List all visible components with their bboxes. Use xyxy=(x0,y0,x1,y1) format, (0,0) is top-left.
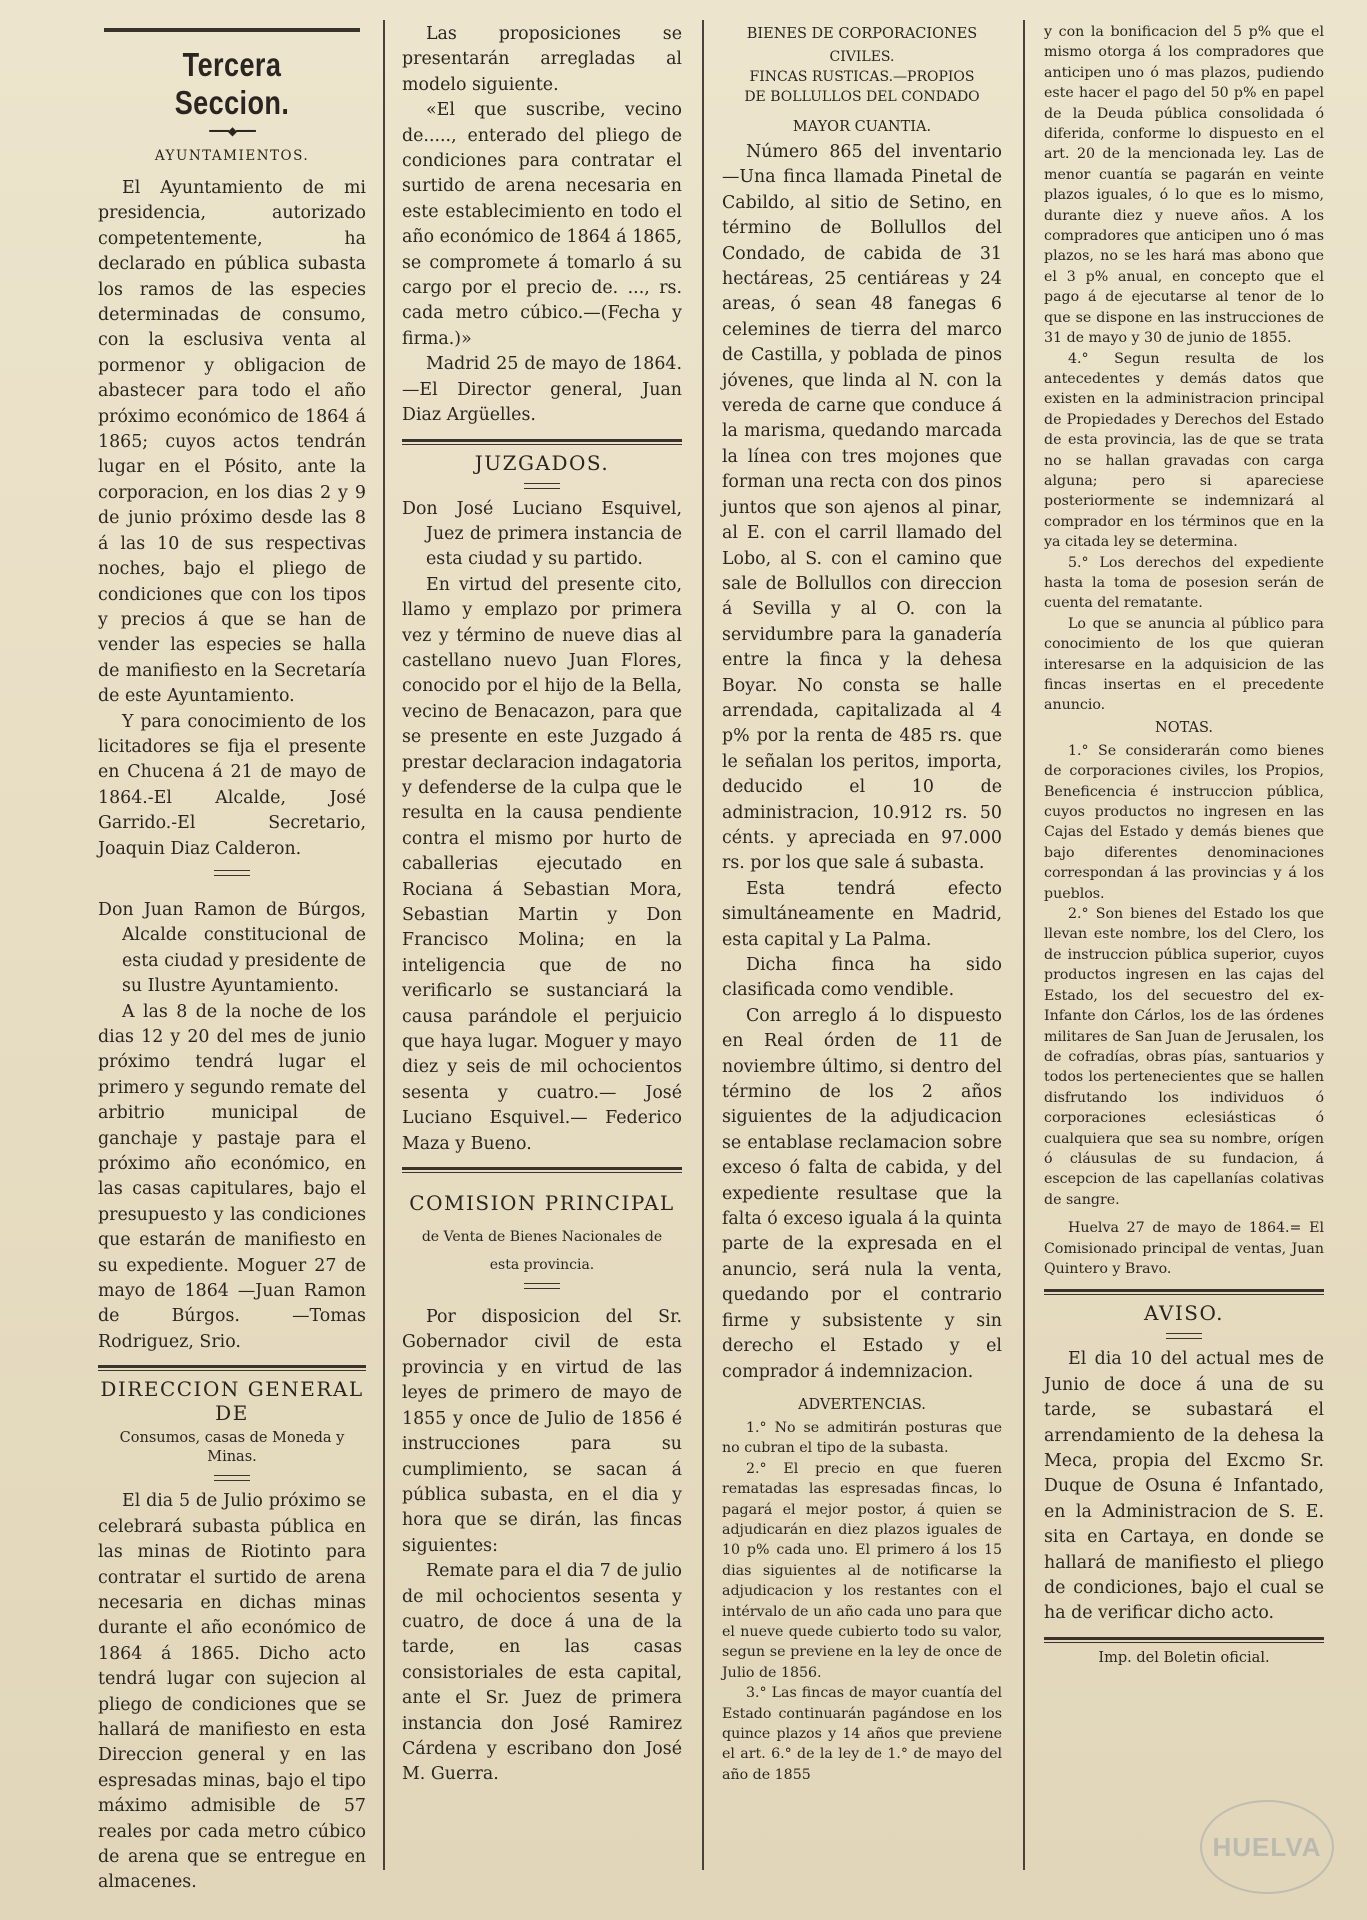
notice-moguer: A las 8 de la noche de los dias 12 y 20 del mes de junio próximo tendrá lugar el primero y segundo remate del arbitrio municipal de ganchaje y pastaje para el próximo año económico, en las casas capitulares, bajo el presupuesto y las condiciones que estarán de manifiesto en su expediente. Moguer 27 de mayo de 1864 —Juan Ramon de Búrgos. —Tomas Rodriguez, Srio. xyxy=(98,1001,366,1352)
heading-comision-sub1: de Venta de Bienes Nacionales de xyxy=(421,1229,663,1246)
separator xyxy=(1044,1289,1324,1295)
proposiciones-modelo: «El que suscribe, vecino de....., enterado del pliego de condiciones para contratar el surtido de arena necesaria en este establecimiento en todo el año económico de 1864 á 1865, se compromete á tomarlo á su cargo por el precio de. ..., rs. cada metro cúbico.—(Fecha y firma.)» xyxy=(402,100,682,349)
separator xyxy=(524,1283,560,1289)
separator xyxy=(524,483,560,489)
heading-mayor-cuantia: MAYOR CUANTIA. xyxy=(792,119,932,135)
ornament: ━━━◆━━━ xyxy=(209,124,255,138)
column-4 xyxy=(1034,22,1334,1900)
advertencia-1: 1.° No se admitirán posturas que no cubran el tipo de la subasta. xyxy=(722,1419,1002,1457)
juzgado-intro: Don José Luciano Esquivel, Juez de primera instancia de esta ciudad y su partido. xyxy=(402,498,682,570)
heading-aviso: AVISO. xyxy=(1143,1301,1225,1326)
nota-1: 1.° Se considerarán como bienes de corporaciones civiles, los Propios, Beneficencia é instruccion pública, cuyos productos no ingresen en las Cajas del Estado y demás bienes que bajo diferentes denominaciones correspondan á las provincias y á los pueblos. xyxy=(1044,742,1324,902)
heading-comision-principal: COMISION PRINCIPAL xyxy=(409,1191,675,1216)
column-3 xyxy=(712,22,1012,1900)
notice-moguer-intro: Don Juan Ramon de Búrgos, Alcalde constitucional de esta ciudad y presidente de su Ilustre Ayuntamiento. xyxy=(98,899,366,997)
column-divider xyxy=(702,20,704,1870)
column-1 xyxy=(88,22,376,1900)
anuncio-conclusion: Lo que se anuncia al público para conocimiento de los que quieran interesarse en la adquisicion de las fincas insertas en el precedente anuncio. xyxy=(1044,615,1324,714)
heading-direccion-sub: Consumos, casas de Moneda y Minas. xyxy=(119,1430,345,1466)
notice-chucena-signature: Y para conocimiento de los licitadores se fija el presente en Chucena á 21 de mayo de 1864.-El Alcalde, José Garrido.-El Secretario, Joaquin Diaz Calderon. xyxy=(98,711,366,859)
finca-efecto: Esta tendrá efecto simultáneamente en Madrid, esta capital y La Palma. xyxy=(722,878,1002,950)
advertencia-3: 3.° Las fincas de mayor cuantía del Estado continuarán pagándose en los quince plazos y 14 años que previene el art. 6.° de la ley de 1.° de mayo del año de 1855 xyxy=(722,1685,1002,1783)
comision-text: Por disposicion del Sr. Gobernador civil de esta provincia y en virtud de las leyes de primero de mayo de 1855 y once de Julio de 1856 é instrucciones para su cumplimiento, se sacan á pública subasta, en el dia y hora que se dirán, las fincas siguientes: xyxy=(402,1307,682,1556)
separator xyxy=(214,1475,250,1481)
proposiciones-signature: Madrid 25 de mayo de 1864.—El Director general, Juan Diaz Argüelles. xyxy=(402,354,682,426)
separator xyxy=(402,1167,682,1173)
heading-comision-sub2: esta provincia. xyxy=(489,1257,595,1274)
separator xyxy=(98,1365,366,1371)
proposiciones-text: Las proposiciones se presentarán arregladas al modelo siguiente. xyxy=(402,24,682,95)
heading-juzgados: JUZGADOS. xyxy=(474,450,610,475)
heading-bienes: BIENES DE CORPORACIONES xyxy=(746,26,978,42)
advertencia-4: 4.° Segun resulta de los antecedentes y demás datos que existen en la administracion principal de Propiedades y Derechos del Estado de esta provincia, las de que se trata no se hallan gravadas con carga alguna; pero si apareciese posteriormente se indemnizará al comprador en los términos que en la ya citada ley se determina. xyxy=(1044,350,1324,551)
heading-direccion-general: DIRECCION GENERAL DE xyxy=(100,1377,364,1426)
aviso-text: El dia 10 del actual mes de Junio de doce á una de su tarde, se subastará el arrendamiento de la dehesa la Meca, propia del Excmo Sr. Duque de Osuna é Infantado, en la Administracion de S. E. sita en Cartaya, en donde se hallará de manifiesto el pliego de condiciones, bajo el cual se ha de verificar dicho acto. xyxy=(1044,1349,1324,1624)
separator xyxy=(402,439,682,445)
advertencia-5: 5.° Los derechos del expediente hasta la toma de posesion serán de cuenta del rematante. xyxy=(1044,554,1324,612)
nota-2: 2.° Son bienes del Estado los que llevan este nombre, los del Clero, los de instruccion pública superior, cuyos productos ingresen en las cajas del Estado, los del secuestro del ex-Infante don Cárlos, los de las órdenes militares de San Juan de Jerusalen, los de cofradías, obras pías, santuarios y todos los pertenecientes que se hallen disfrutando los individuos ó corporaciones eclesiásticas ó cualquiera que sea su nombre, orígen ó cláusulas de su fundacion, á escepcion de las capellanías colativas de sangre. xyxy=(1044,906,1324,1208)
top-rule xyxy=(104,28,360,32)
notice-riotinto: El dia 5 de Julio próximo se celebrará subasta pública en las minas de Riotinto para contratar el surtido de arena necesaria en dichas minas durante el año económico de 1864 á 1865. Dicho acto tendrá lugar con sujecion al pliego de condiciones que se hallará de manifiesto en esta Direccion general y en las espresadas minas, bajo el tipo máximo admisible de 57 reales por cada metro cúbico de arena que se entregue en almacenes. xyxy=(98,1491,366,1893)
comisionado-signature: Huelva 27 de mayo de 1864.= El Comisionado principal de ventas, Juan Quintero y Bravo. xyxy=(1044,1220,1324,1277)
notice-chucena: El Ayuntamiento de mi presidencia, autorizado competentemente, ha declarado en pública subasta los ramos de las especies determinadas de consumo, con la esclusiva venta al pormenor y obligacion de abastecer para todo el año próximo económico de 1864 á 1865; cuyos actos tendrán lugar en el Pósito, ante la corporacion, en los dias 2 y 9 de junio próximo desde las 8 á las 10 de sus respectivas noches, bajo el pliego de condiciones que con los tipos y precios á que se han de vender las especies se halla de manifiesto en la Secretaría de este Ayuntamiento. xyxy=(98,178,366,707)
heading-civiles: CIVILES. xyxy=(829,49,895,65)
finca-arreglo: Con arreglo á lo dispuesto en Real órden de 11 de noviembre último, si dentro del término de los 2 años siguientes de la adjudicacion se entablase reclamacion sobre exceso ó falta de cabida, y del expediente resultase que la falta ó exceso iguala á la quinta parte de la expresada en el anuncio, será nula la venta, quedando por el contrario firme y subsistente y sin derecho el Estado y el comprador á indemnizacion. xyxy=(722,1005,1002,1382)
stamp-text: HUELVA xyxy=(1212,1831,1322,1862)
column-divider xyxy=(383,20,385,1870)
heading-advertencias: ADVERTENCIAS. xyxy=(798,1396,926,1413)
heading-fincas: FINCAS RUSTICAS.—PROPIOS xyxy=(749,69,975,85)
section-title: Tercera Seccion. xyxy=(174,46,290,121)
imprint: Imp. del Boletin oficial. xyxy=(1098,1649,1270,1666)
separator xyxy=(1044,1637,1324,1643)
finca-description: Número 865 del inventario —Una finca llamada Pinetal de Cabildo, al sitio de Setino, en término de Bollullos del Condado, de cabida de 31 hectáreas, 25 centiáreas y 24 areas, ó sean 48 fanegas 6 celemines de tierra del marco de Castilla, y poblada de pinos jóvenes, que linda al N. con la vereda de carne que conduce á la marisma, quedando marcada la línea con tres mojones que forman una recta con dos pinos juntos que son ajenos al pinar, al E. con el carril llamado del Lobo, al S. con el camino que sale de Bollullos con direccion á Sevilla y al O. con la servidumbre para la ganadería entre la finca y la dehesa Boyar. No consta se halle arrendada, capitalizada al 4 p% por la renta de 485 rs. que le señalan los peritos, importa, deducido el 10 de administracion, 10.912 rs. 50 cénts. y apreciada en 97.000 rs. por los que sale á subasta. xyxy=(722,142,1002,874)
remate-text: Remate para el dia 7 de julio de mil ochocientos sesenta y cuatro, de doce á una de la tarde, en las casas consistoriales de esta capital, ante el Sr. Juez de primera instancia don José Ramirez Cárdena y escribano don José M. Guerra. xyxy=(402,1561,682,1785)
heading-ayuntamientos: AYUNTAMIENTOS. xyxy=(154,148,310,164)
heading-notas: NOTAS. xyxy=(1155,719,1213,736)
separator xyxy=(214,870,250,876)
advertencia-2: 2.° El precio en que fueren rematadas las espresadas fincas, lo pagará el mejor postor, á quien se adjudicarán en diez plazos iguales de 10 p% cada uno. El primero á los 15 dias siguientes al de notificarse la adjudicacion y los restantes con el intérvalo de un año cada uno para que el nueve quede cubierto todo su valor, segun se previene en la ley de once de Julio de 1856. xyxy=(722,1460,1002,1681)
finca-clasificada: Dicha finca ha sido clasificada como vendible. xyxy=(722,955,1002,1001)
juzgado-edict: En virtud del presente cito, llamo y emplazo por primera vez y término de nueve dias al castellano nuevo Juan Flores, conocido por el hijo de la Bella, vecino de Benacazon, para que se presente en este Juzgado á prestar declaracion indagatoria y defenderse de la culpa que le resulta en la causa pendiente contra el mismo por hurto de caballerias ejecutado en Rociana á Sebastian Mora, Sebastian Martin y Don Francisco Molina; en la inteligencia que de no verificarlo se sustanciará la causa parándole el perjuicio que haya lugar. Moguer y mayo diez y seis de mil ochocientos sesenta y cuatro.— José Luciano Esquivel.— Federico Maza y Bueno. xyxy=(402,574,682,1154)
separator xyxy=(1166,1333,1202,1339)
column-2 xyxy=(392,22,692,1900)
heading-bollullos: DE BOLLULLOS DEL CONDADO xyxy=(744,89,980,105)
advertencia-3-cont: y con la bonificacion del 5 p% que el mismo otorga á los compradores que anticipen uno ó mas plazos, pudiendo este hacer el pago del 50 p% en papel de la Deuda pública consolidada ó diferida, conforme lo dispuesto en el art. 20 de la mencionada ley. Las de menor cuantía se pagarán en veinte plazos iguales, ó lo que es lo mismo, durante diez y nueve años. A los compradores que anticipen uno ó mas plazos, no se les hará mas abono que el 3 p% anual, en concepto que el pago á de ejecutarse al tenor de lo que se dispone en las instrucciones de 31 de mayo y 30 de junio de 1855. xyxy=(1044,24,1324,347)
column-divider xyxy=(1023,20,1025,1870)
library-stamp xyxy=(1200,1800,1334,1894)
